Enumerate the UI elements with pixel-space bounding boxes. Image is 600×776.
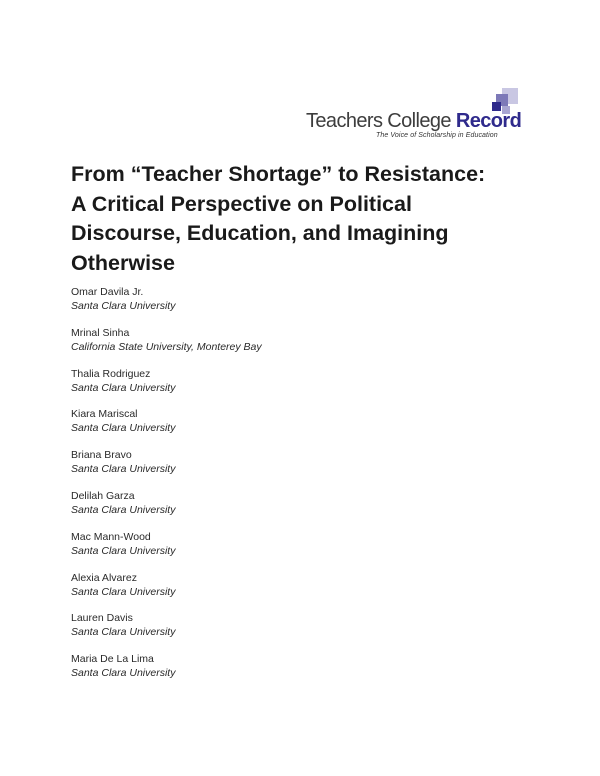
title-line: From “Teacher Shortage” to Resistance:	[71, 162, 486, 186]
title-line: Otherwise	[71, 250, 175, 275]
author-entry	[71, 326, 262, 354]
author-affiliation: California State University, Monterey Bay	[71, 340, 262, 353]
author-name: Mrinal Sinha	[71, 326, 130, 339]
author-affiliation: Santa Clara University	[71, 463, 176, 476]
author-entry	[71, 489, 175, 517]
author-entry	[71, 611, 175, 639]
author-affiliation: Santa Clara University	[71, 504, 176, 516]
author-affiliation: Santa Clara University	[71, 544, 176, 557]
author-name: Kiara Mariscal	[71, 408, 138, 421]
author-entry	[71, 407, 175, 435]
author-affiliation: Santa Clara University	[71, 300, 176, 312]
author-affiliation: Santa Clara University	[71, 585, 176, 598]
logo-wordmark	[306, 110, 521, 133]
author-entry	[71, 367, 175, 395]
author-entry	[71, 285, 175, 313]
title-line: Discourse, Education, and Imagining	[71, 221, 449, 245]
author-name: Delilah Garza	[71, 490, 135, 502]
author-entry	[71, 530, 175, 558]
title-line: A Critical Perspective on Political	[71, 191, 412, 216]
logo-tagline: The Voice of Scholarship in Education	[376, 132, 498, 139]
journal-logo	[300, 88, 525, 140]
author-affiliation: Santa Clara University	[71, 667, 176, 680]
author-affiliation: Santa Clara University	[71, 381, 176, 394]
paper-title	[71, 160, 541, 278]
logo-name-part1: Teachers College	[306, 110, 456, 132]
author-affiliation: Santa Clara University	[71, 422, 176, 435]
author-entry	[71, 571, 175, 599]
author-name: Lauren Davis	[71, 612, 133, 625]
author-name: Mac Mann-Wood	[71, 530, 151, 543]
author-name: Alexia Alvarez	[71, 571, 137, 584]
author-affiliation: Santa Clara University	[71, 626, 176, 639]
author-name: Omar Davila Jr.	[71, 286, 144, 298]
author-name: Maria De La Lima	[71, 653, 154, 666]
logo-name-part2: Record	[455, 110, 522, 132]
author-entry	[71, 448, 175, 476]
author-name: Thalia Rodriguez	[71, 367, 151, 380]
author-entry	[71, 652, 175, 680]
author-name: Briana Bravo	[71, 449, 132, 462]
